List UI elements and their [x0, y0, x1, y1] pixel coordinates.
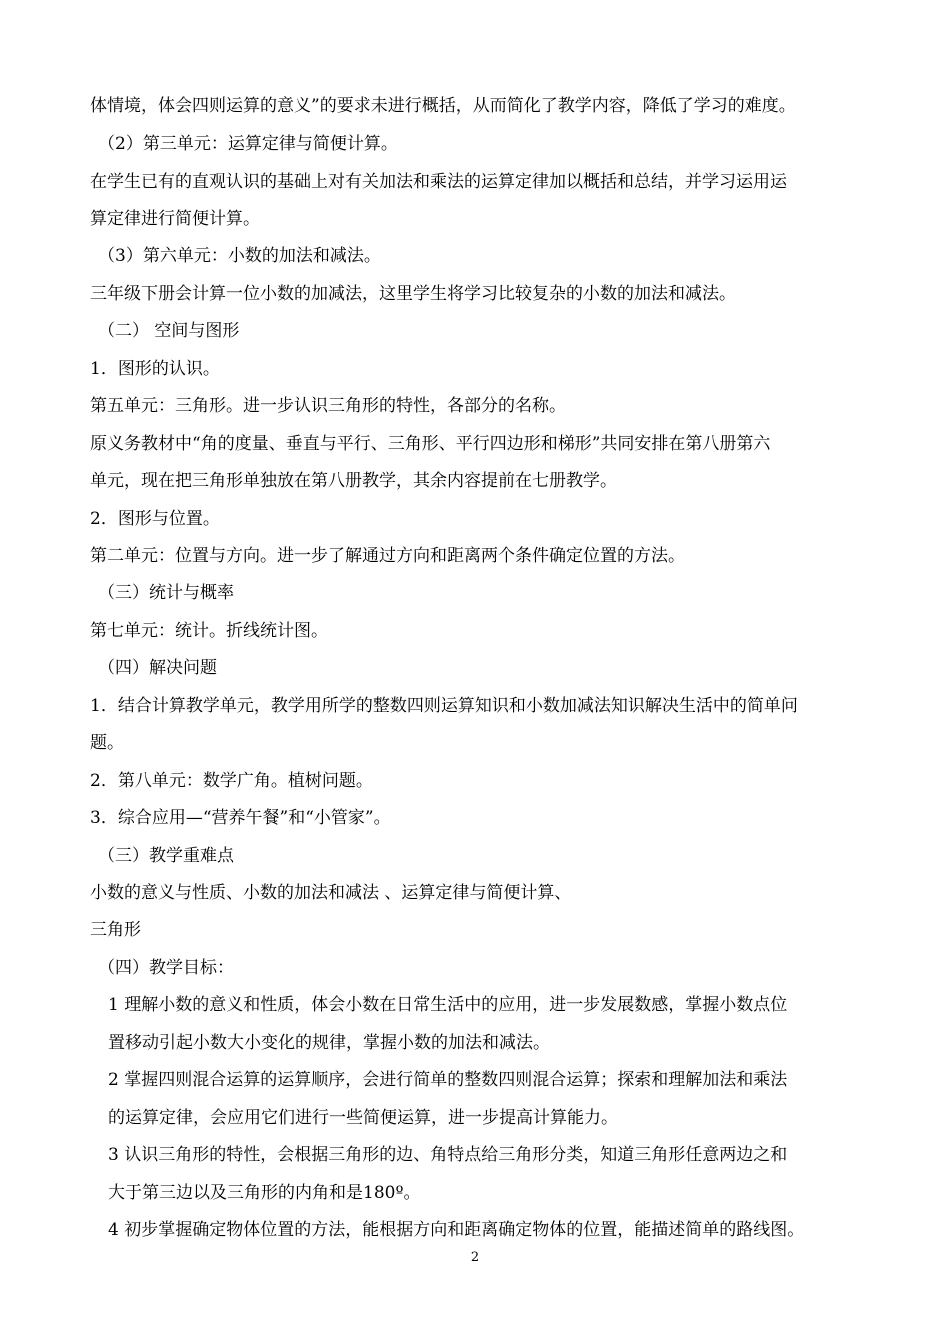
section-heading: （二） 空间与图形 — [98, 321, 240, 341]
text-line: 体情境，体会四则运算的意义”的要求未进行概括，从而简化了教学内容，降低了学习的难度。 — [90, 96, 796, 116]
text-line: 1．图形的认识。 — [90, 359, 220, 379]
text-line: 第五单元：三角形。进一步认识三角形的特性，各部分的名称。 — [90, 396, 566, 416]
objective-line: 4 初步掌握确定物体位置的方法，能根据方向和距离确定物体的位置，能描述简单的路线图。 — [108, 1220, 805, 1240]
text-line: 第七单元：统计。折线统计图。 — [90, 621, 328, 641]
text-line: 2．第八单元：数学广角。植树问题。 — [90, 771, 373, 791]
text-line: 1．结合计算教学单元，教学用所学的整数四则运算知识和小数加减法知识解决生活中的简单问 — [90, 696, 798, 716]
objective-line: 大于第三边以及三角形的内角和是180º。 — [108, 1183, 421, 1203]
objective-line: 1 理解小数的意义和性质，体会小数在日常生活中的应用，进一步发展数感，掌握小数点位 — [108, 995, 788, 1015]
section-heading: （四）教学目标： — [98, 958, 234, 978]
page-number: 2 — [470, 1250, 480, 1265]
section-heading: （3）第六单元：小数的加法和减法。 — [98, 246, 381, 266]
objective-line: 2 掌握四则混合运算的运算顺序，会进行简单的整数四则混合运算；探索和理解加法和乘法 — [108, 1070, 788, 1090]
text-line: 算定律进行简便计算。 — [90, 209, 260, 229]
text-line: 单元，现在把三角形单独放在第八册教学，其余内容提前在七册教学。 — [90, 471, 617, 491]
text-line: 三年级下册会计算一位小数的加减法，这里学生将学习比较复杂的小数的加法和减法。 — [90, 284, 736, 304]
text-line: 在学生已有的直观认识的基础上对有关加法和乘法的运算定律加以概括和总结，并学习运用运 — [90, 172, 787, 192]
text-line: 第二单元：位置与方向。进一步了解通过方向和距离两个条件确定位置的方法。 — [90, 546, 685, 566]
text-line: 题。 — [90, 733, 124, 753]
section-heading: （三）教学重难点 — [98, 846, 234, 866]
objective-line: 3 认识三角形的特性，会根据三角形的边、角特点给三角形分类，知道三角形任意两边之和 — [108, 1145, 788, 1165]
section-heading: （2）第三单元：运算定律与简便计算。 — [98, 134, 398, 154]
objective-line: 置移动引起小数大小变化的规律，掌握小数的加法和减法。 — [108, 1033, 550, 1053]
objective-line: 的运算定律，会应用它们进行一些简便运算，进一步提高计算能力。 — [108, 1108, 618, 1128]
text-line: 原义务教材中“角的度量、垂直与平行、三角形、平行四边形和梯形”共同安排在第八册第六 — [90, 434, 771, 454]
section-heading: （四）解决问题 — [98, 658, 217, 678]
text-line: 3．综合应用—“营养午餐”和“小管家”。 — [90, 808, 391, 828]
text-line: 三角形 — [90, 920, 141, 940]
text-line: 小数的意义与性质、小数的加法和减法 、运算定律与简便计算、 — [90, 883, 572, 903]
text-line: 2．图形与位置。 — [90, 509, 220, 529]
section-heading: （三）统计与概率 — [98, 583, 234, 603]
